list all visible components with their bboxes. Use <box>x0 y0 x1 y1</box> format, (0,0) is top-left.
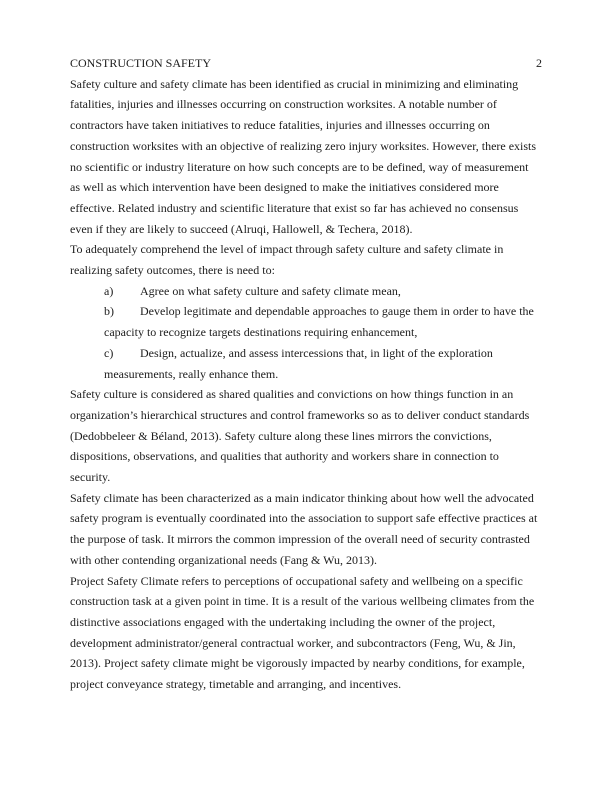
text-line: Safety climate has been characterized as a main indicator thinking about how well the advocated <box>70 490 534 505</box>
text-line <box>104 301 542 322</box>
text-line: capacity to recognize targets destinations requiring enhancement, <box>104 325 418 340</box>
list-item-label: a) <box>104 283 114 298</box>
text-line: no scientific or industry literature on how such concepts are to be defined, way of measurement <box>70 159 529 174</box>
list-item-label: b) <box>104 304 114 319</box>
text-line: project conveyance strategy, timetable and arranging, and incentives. <box>70 677 402 692</box>
paragraph <box>70 239 542 280</box>
text-line: construction task at a given point in time. It is a result of the various wellbeing climates from the <box>70 594 535 609</box>
text-line: realizing safety outcomes, there is need to: <box>70 263 275 278</box>
text-line: with other contending organizational needs (Fang & Wu, 2013). <box>70 552 378 567</box>
paragraph <box>70 74 542 240</box>
text-line: To adequately comprehend the level of impact through safety culture and safety climate in <box>70 242 504 257</box>
text-line: even if they are likely to succeed (Alruqi, Hallowell, & Techera, 2018). <box>70 221 413 236</box>
text-line: the purpose of task. It mirrors the common impression of the overall need of security contrasted <box>70 532 530 547</box>
list-item <box>104 281 542 302</box>
paragraph <box>70 488 542 571</box>
document-body <box>70 74 542 695</box>
list-item <box>104 301 542 342</box>
text-line: dispositions, observations, and qualities that authority and workers share in connection to <box>70 449 499 464</box>
running-head: CONSTRUCTION SAFETY <box>70 56 212 70</box>
text-line: organization’s hierarchical structures and control frameworks so as to deliver conduct standards <box>70 407 530 422</box>
text-line: distinctive associations engaged with the undertaking including the owner of the project, <box>70 614 496 629</box>
text-line: effective. Related industry and scientific literature that exist so far has achieved no consensus <box>70 200 519 215</box>
list-item-text: Develop legitimate and dependable approaches to gauge them in order to have the <box>140 304 534 319</box>
ordered-list <box>104 281 542 385</box>
page-header <box>70 53 542 74</box>
text-line <box>104 281 542 302</box>
text-line: fatalities, injuries and illnesses occurring on construction worksites. A notable number of <box>70 97 497 112</box>
text-line: security. <box>70 470 111 485</box>
text-line: Safety culture and safety climate has been identified as crucial in minimizing and eliminating <box>70 76 519 91</box>
text-line: construction worksites with an objective of realizing zero injury worksites. However, there exists <box>70 138 537 153</box>
list-item <box>104 343 542 384</box>
text-line: 2013). Project safety climate might be vigorously impacted by nearby conditions, for example, <box>70 656 525 671</box>
text-line <box>104 343 542 364</box>
text-line: Safety culture is considered as shared qualities and convictions on how things function in an <box>70 387 514 402</box>
text-line: as well as which intervention have been designed to make the initiatives considered more <box>70 180 499 195</box>
text-line: safety program is eventually coordinated into the association to support safe effective practices at <box>70 511 538 526</box>
page-number: 2 <box>536 56 542 70</box>
paragraph <box>70 571 542 695</box>
paragraph <box>70 384 542 488</box>
text-line: contractors have taken initiatives to reduce fatalities, injuries and illnesses occurring on <box>70 118 490 133</box>
text-line: (Dedobbeleer & Béland, 2013). Safety culture along these lines mirrors the convictions, <box>70 428 492 443</box>
list-item-text: Design, actualize, and assess intercessions that, in light of the exploration <box>140 345 493 360</box>
text-line: measurements, really enhance them. <box>104 366 279 381</box>
text-line: development administrator/general contractual worker, and subcontractors (Feng, Wu, & Jin, <box>70 635 516 650</box>
text-line: Project Safety Climate refers to perceptions of occupational safety and wellbeing on a specific <box>70 573 523 588</box>
list-item-text: Agree on what safety culture and safety climate mean, <box>140 283 401 298</box>
list-item-label: c) <box>104 345 114 360</box>
